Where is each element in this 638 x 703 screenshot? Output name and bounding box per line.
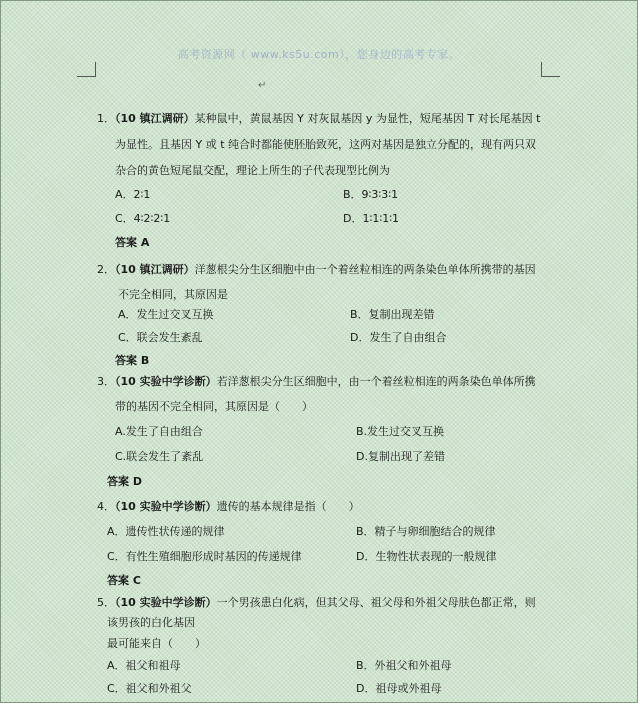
page-header: 高考资源网（ www.ks5u.com），您身边的高考专家。 — [177, 48, 461, 61]
question-4-line-1 — [97, 500, 360, 514]
question-1-option-c: C．4∶2∶2∶1 — [115, 212, 171, 225]
question-3-option-c: C.联会发生了紊乱 — [115, 450, 204, 463]
question-5-line-2: 该男孩的白化基因 — [107, 616, 195, 629]
question-stem: 一个男孩患白化病，但其父母、祖父母和外祖父母肤色都正常，则 — [216, 596, 536, 609]
question-2-line-1 — [97, 263, 536, 277]
question-4-option-d: D．生物性状表现的一般规律 — [356, 550, 497, 563]
question-4-option-c: C．有性生殖细胞形成时基因的传递规律 — [107, 550, 302, 563]
question-2-option-a: A．发生过交叉互换 — [118, 308, 214, 321]
margin-corner-left — [77, 62, 96, 77]
question-2-option-b: B．复制出现差错 — [350, 308, 435, 321]
question-5-line-1 — [97, 596, 536, 610]
question-tag: （10 实验中学诊断） — [115, 375, 217, 388]
question-tag: （10 镇江调研） — [115, 112, 195, 125]
question-3-line-2: 带的基因不完全相同，其原因是（ ） — [115, 400, 313, 413]
paragraph-mark: ↵ — [258, 80, 267, 91]
question-stem: 遗传的基本规律是指（ ） — [216, 500, 360, 513]
question-4-answer: 答案 C — [107, 574, 141, 587]
margin-corner-right — [541, 62, 560, 77]
question-3-option-d: D.复制出现了差错 — [356, 450, 445, 463]
question-2-option-d: D．发生了自由组合 — [350, 331, 447, 344]
question-tag: （10 实验中学诊断） — [115, 596, 217, 609]
question-number: 5． — [97, 596, 115, 609]
question-5-line-3: 最可能来自（ ） — [107, 637, 206, 650]
question-5-option-d: D．祖母或外祖母 — [356, 682, 442, 695]
question-number: 1． — [97, 112, 115, 125]
question-1-option-d: D．1∶1∶1∶1 — [343, 212, 400, 225]
question-stem: 若洋葱根尖分生区细胞中，由一个着丝粒相连的两条染色单体所携 — [216, 375, 536, 388]
question-tag: （10 镇江调研） — [115, 263, 195, 276]
question-4-option-a: A．遗传性状传递的规律 — [107, 525, 225, 538]
question-stem: 某种鼠中，黄鼠基因 Y 对灰鼠基因 y 为显性，短尾基因 T 对长尾基因 t — [194, 112, 541, 125]
question-5-option-b: B．外祖父和外祖母 — [356, 659, 452, 672]
question-1-line-2: 为显性。且基因 Y 或 t 纯合时都能使胚胎致死，这两对基因是独立分配的，现有两只双 — [115, 138, 537, 151]
question-3-option-b: B.发生过交叉互换 — [356, 425, 445, 438]
question-2-option-c: C．联会发生紊乱 — [118, 331, 203, 344]
question-1-option-a: A．2∶1 — [115, 188, 151, 201]
question-5-option-a: A．祖父和祖母 — [107, 659, 181, 672]
question-number: 2． — [97, 263, 115, 276]
question-1-option-b: B．9∶3∶3∶1 — [343, 188, 399, 201]
question-stem: 洋葱根尖分生区细胞中由一个着丝粒相连的两条染色单体所携带的基因 — [194, 263, 536, 276]
question-number: 3． — [97, 375, 115, 388]
question-5-option-c: C．祖父和外祖父 — [107, 682, 192, 695]
question-3-option-a: A.发生了自由组合 — [115, 425, 203, 438]
question-1-line-3: 杂合的黄色短尾鼠交配，理论上所生的子代表现型比例为 — [115, 164, 390, 177]
question-3-answer: 答案 D — [107, 475, 142, 488]
question-1-answer: 答案 A — [115, 236, 150, 249]
question-number: 4． — [97, 500, 115, 513]
question-tag: （10 实验中学诊断） — [115, 500, 217, 513]
question-1-line-1 — [97, 112, 540, 126]
question-2-answer: 答案 B — [115, 354, 150, 367]
question-4-option-b: B．精子与卵细胞结合的规律 — [356, 525, 496, 538]
question-3-line-1 — [97, 375, 536, 389]
question-2-line-2: 不完全相同，其原因是 — [118, 288, 228, 301]
